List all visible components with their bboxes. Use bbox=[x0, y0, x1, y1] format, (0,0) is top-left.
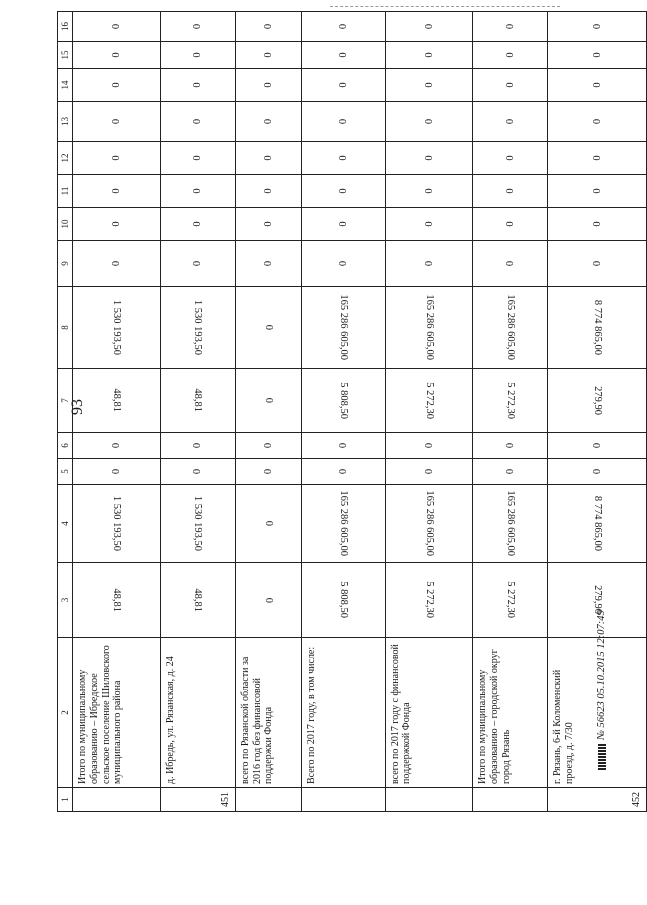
cell-c8 bbox=[73, 287, 161, 369]
col-header: 5 bbox=[58, 459, 73, 485]
cell-value: 0 bbox=[192, 155, 204, 161]
cell-value: 48,81 bbox=[192, 588, 204, 612]
cell-c14 bbox=[160, 69, 235, 102]
col-header: 8 bbox=[58, 287, 73, 369]
cell-c3 bbox=[235, 563, 301, 638]
cell-value: 0 bbox=[110, 442, 122, 449]
cell-value: 0 bbox=[192, 188, 204, 194]
cell-value: 165 286 605,00 bbox=[423, 490, 435, 557]
cell-value: 165 286 605,00 bbox=[337, 490, 349, 557]
row-index bbox=[385, 788, 473, 812]
cell-value: 0 bbox=[423, 52, 435, 58]
cell-value: 0 bbox=[262, 520, 274, 527]
cell-value: 0 bbox=[337, 188, 349, 194]
cell-value: 0 bbox=[504, 118, 516, 125]
cell-value: 0 bbox=[110, 468, 122, 475]
cell-value: 8 774 865,00 bbox=[591, 495, 603, 552]
col-header: 3 bbox=[58, 563, 73, 638]
cell-c12 bbox=[160, 142, 235, 175]
cell-c13 bbox=[160, 102, 235, 142]
cell-c14 bbox=[235, 69, 301, 102]
row-name: Итого по муниципальному образованию – Ибредское сельское поселение Шиловского муниципального района bbox=[73, 638, 161, 788]
row-name: Итого по муниципальному образованию – городской округ город Рязань bbox=[473, 638, 548, 788]
table-row bbox=[235, 12, 301, 812]
cell-value: 0 bbox=[504, 82, 516, 88]
row-name: д. Ибредь, ул. Рязанская, д. 24 bbox=[160, 638, 235, 788]
col-header: 13 bbox=[58, 102, 73, 142]
cell-c9 bbox=[302, 241, 386, 287]
cell-c11 bbox=[473, 175, 548, 208]
cell-c13 bbox=[548, 102, 647, 142]
cell-c3 bbox=[160, 563, 235, 638]
cell-value: 279,90 bbox=[591, 386, 603, 415]
cell-value: 0 bbox=[591, 260, 603, 267]
cell-value: 0 bbox=[110, 118, 122, 125]
cell-value: 0 bbox=[504, 155, 516, 161]
cell-c7 bbox=[548, 369, 647, 433]
cell-c6 bbox=[302, 433, 386, 459]
col-header: 2 bbox=[58, 638, 73, 788]
cell-c15 bbox=[548, 42, 647, 69]
cell-value: 0 bbox=[337, 155, 349, 161]
cell-value: 0 bbox=[423, 155, 435, 161]
cell-value: 1 530 193,50 bbox=[110, 495, 122, 552]
col-header: 11 bbox=[58, 175, 73, 208]
cell-value: 5 272,30 bbox=[423, 581, 435, 619]
cell-c12 bbox=[235, 142, 301, 175]
col-header: 16 bbox=[58, 12, 73, 42]
cell-c4 bbox=[385, 485, 473, 563]
cell-value: 0 bbox=[110, 23, 122, 30]
col-header: 1 bbox=[58, 788, 73, 812]
cell-value: 165 286 605,00 bbox=[504, 490, 516, 557]
cell-value: 0 bbox=[504, 260, 516, 267]
cell-value: 0 bbox=[262, 221, 274, 227]
cell-value: 5 272,30 bbox=[504, 581, 516, 619]
cell-c5 bbox=[385, 459, 473, 485]
cell-value: 0 bbox=[591, 468, 603, 475]
cell-value: 0 bbox=[423, 442, 435, 449]
cell-value: 5 272,30 bbox=[423, 382, 435, 419]
cell-value: 0 bbox=[110, 260, 122, 267]
cell-c3 bbox=[73, 563, 161, 638]
cell-c7 bbox=[302, 369, 386, 433]
cell-c8 bbox=[473, 287, 548, 369]
row-index bbox=[302, 788, 386, 812]
cell-c8 bbox=[548, 287, 647, 369]
cell-value: 0 bbox=[423, 23, 435, 30]
table-row bbox=[385, 12, 473, 812]
capital-repair-table bbox=[57, 11, 647, 812]
cell-value: 1 530 193,50 bbox=[192, 299, 204, 356]
cell-c5 bbox=[235, 459, 301, 485]
cell-value: 48,81 bbox=[110, 588, 122, 612]
cell-c14 bbox=[548, 69, 647, 102]
cell-c14 bbox=[73, 69, 161, 102]
cell-c6 bbox=[73, 433, 161, 459]
cell-c12 bbox=[548, 142, 647, 175]
cell-value: 0 bbox=[504, 442, 516, 449]
cell-c14 bbox=[302, 69, 386, 102]
cell-value: 0 bbox=[262, 324, 274, 331]
cell-c3 bbox=[385, 563, 473, 638]
cell-c6 bbox=[548, 433, 647, 459]
cell-c10 bbox=[302, 208, 386, 241]
cell-c13 bbox=[302, 102, 386, 142]
cell-c9 bbox=[385, 241, 473, 287]
cell-value: 0 bbox=[337, 82, 349, 88]
cell-c7 bbox=[473, 369, 548, 433]
table-row bbox=[160, 12, 235, 812]
table-row bbox=[73, 12, 161, 812]
cell-c7 bbox=[385, 369, 473, 433]
cell-value: 165 286 605,00 bbox=[423, 294, 435, 361]
row-index: 451 bbox=[160, 788, 235, 812]
cell-c16 bbox=[473, 12, 548, 42]
cell-c16 bbox=[385, 12, 473, 42]
cell-c14 bbox=[385, 69, 473, 102]
cell-c15 bbox=[385, 42, 473, 69]
cell-value: 0 bbox=[504, 468, 516, 475]
cell-value: 0 bbox=[337, 260, 349, 267]
cell-c5 bbox=[548, 459, 647, 485]
cell-value: 165 286 605,00 bbox=[337, 294, 349, 361]
table-body bbox=[73, 12, 647, 812]
rotated-table-frame bbox=[57, 12, 647, 812]
cell-c3 bbox=[473, 563, 548, 638]
row-index bbox=[473, 788, 548, 812]
table-row bbox=[302, 12, 386, 812]
col-header: 9 bbox=[58, 241, 73, 287]
cell-c10 bbox=[473, 208, 548, 241]
cell-c11 bbox=[548, 175, 647, 208]
cell-value: 1 530 193,50 bbox=[192, 495, 204, 552]
cell-value: 0 bbox=[337, 52, 349, 58]
cell-value: 0 bbox=[591, 188, 603, 194]
row-index bbox=[235, 788, 301, 812]
cell-c10 bbox=[385, 208, 473, 241]
cell-c10 bbox=[73, 208, 161, 241]
cell-value: 0 bbox=[110, 155, 122, 161]
cell-value: 0 bbox=[423, 221, 435, 227]
cell-value: 0 bbox=[423, 260, 435, 267]
cell-c9 bbox=[235, 241, 301, 287]
cell-value: 0 bbox=[262, 82, 274, 88]
cell-value: 0 bbox=[110, 221, 122, 227]
cell-value: 0 bbox=[110, 188, 122, 194]
cell-c13 bbox=[473, 102, 548, 142]
cell-c14 bbox=[473, 69, 548, 102]
cell-c6 bbox=[473, 433, 548, 459]
col-header: 15 bbox=[58, 42, 73, 69]
cell-value: 0 bbox=[423, 468, 435, 475]
cell-value: 0 bbox=[591, 442, 603, 449]
cell-value: 0 bbox=[591, 23, 603, 30]
cell-value: 0 bbox=[337, 118, 349, 125]
row-name: всего по Рязанской области за 2016 год без финансовой поддержки Фонда bbox=[235, 638, 301, 788]
cell-c15 bbox=[235, 42, 301, 69]
cell-c4 bbox=[302, 485, 386, 563]
row-name: г. Рязань, 6-й Коломенский проезд, д. 7/30 bbox=[548, 638, 647, 788]
cell-c5 bbox=[73, 459, 161, 485]
cell-value: 0 bbox=[504, 188, 516, 194]
cell-c6 bbox=[235, 433, 301, 459]
row-name: всего по 2017 году с финансовой поддержкой Фонда bbox=[385, 638, 473, 788]
cell-c11 bbox=[302, 175, 386, 208]
col-header: 10 bbox=[58, 208, 73, 241]
cell-value: 0 bbox=[262, 188, 274, 194]
cell-c15 bbox=[302, 42, 386, 69]
cell-value: 5 272,30 bbox=[504, 382, 516, 419]
cell-c9 bbox=[473, 241, 548, 287]
cell-c8 bbox=[385, 287, 473, 369]
cell-value: 48,81 bbox=[110, 388, 122, 413]
cell-c13 bbox=[235, 102, 301, 142]
row-index: 452 bbox=[548, 788, 647, 812]
cell-c7 bbox=[235, 369, 301, 433]
cell-value: 0 bbox=[423, 82, 435, 88]
cell-value: 0 bbox=[337, 23, 349, 30]
col-header: 4 bbox=[58, 485, 73, 563]
cell-value: 0 bbox=[262, 118, 274, 125]
cell-value: 165 286 605,00 bbox=[504, 294, 516, 361]
cell-c3 bbox=[302, 563, 386, 638]
cell-c10 bbox=[235, 208, 301, 241]
cell-value: 0 bbox=[262, 597, 274, 603]
cell-c15 bbox=[160, 42, 235, 69]
cell-c15 bbox=[73, 42, 161, 69]
document-table-wrapper bbox=[57, 12, 647, 812]
cell-value: 0 bbox=[591, 155, 603, 161]
cell-c4 bbox=[473, 485, 548, 563]
cell-value: 1 530 193,50 bbox=[110, 299, 122, 356]
col-header: 7 bbox=[58, 369, 73, 433]
cell-c7 bbox=[160, 369, 235, 433]
cell-c8 bbox=[302, 287, 386, 369]
row-name: Всего по 2017 году, в том числе: bbox=[302, 638, 386, 788]
cell-value: 0 bbox=[337, 221, 349, 227]
cell-value: 0 bbox=[192, 468, 204, 475]
cell-value: 0 bbox=[504, 23, 516, 30]
col-header: 14 bbox=[58, 69, 73, 102]
cell-value: 0 bbox=[192, 221, 204, 227]
column-number-row bbox=[58, 12, 73, 812]
cell-c11 bbox=[235, 175, 301, 208]
cell-value: 0 bbox=[591, 221, 603, 227]
cell-c4 bbox=[235, 485, 301, 563]
cell-c16 bbox=[302, 12, 386, 42]
cell-value: 0 bbox=[192, 118, 204, 125]
cell-value: 0 bbox=[110, 52, 122, 58]
cell-value: 5 808,50 bbox=[337, 382, 349, 419]
cell-value: 0 bbox=[262, 23, 274, 30]
cell-value: 48,81 bbox=[192, 388, 204, 413]
cell-value: 0 bbox=[591, 52, 603, 58]
cell-c5 bbox=[160, 459, 235, 485]
cell-value: 5 808,50 bbox=[337, 581, 349, 619]
footer-stamp: № 56623 05.10.2015 12:07:49 bbox=[596, 610, 607, 740]
cell-c5 bbox=[473, 459, 548, 485]
row-index bbox=[73, 788, 161, 812]
cell-value: 0 bbox=[337, 442, 349, 449]
cell-c16 bbox=[235, 12, 301, 42]
cell-value: 0 bbox=[192, 442, 204, 449]
cell-value: 0 bbox=[423, 188, 435, 194]
cell-value: 0 bbox=[192, 260, 204, 267]
cell-c8 bbox=[235, 287, 301, 369]
cell-c11 bbox=[73, 175, 161, 208]
cell-value: 0 bbox=[262, 442, 274, 449]
table-row bbox=[473, 12, 548, 812]
cell-c16 bbox=[548, 12, 647, 42]
cell-c9 bbox=[160, 241, 235, 287]
cell-value: 0 bbox=[337, 468, 349, 475]
cell-c10 bbox=[160, 208, 235, 241]
cell-value: 0 bbox=[262, 397, 274, 404]
cell-value: 0 bbox=[262, 260, 274, 267]
cell-value: 0 bbox=[262, 468, 274, 475]
cell-c8 bbox=[160, 287, 235, 369]
cell-c4 bbox=[73, 485, 161, 563]
document-footer bbox=[596, 540, 616, 770]
col-header: 6 bbox=[58, 433, 73, 459]
cell-c12 bbox=[473, 142, 548, 175]
cell-value: 8 774 865,00 bbox=[591, 299, 603, 356]
cell-value: 0 bbox=[423, 118, 435, 125]
barcode-icon bbox=[598, 744, 606, 770]
cell-value: 0 bbox=[591, 82, 603, 88]
cell-value: 0 bbox=[192, 52, 204, 58]
page-number: 93 bbox=[69, 399, 86, 415]
cell-c12 bbox=[73, 142, 161, 175]
cell-c11 bbox=[385, 175, 473, 208]
cell-value: 0 bbox=[504, 52, 516, 58]
cell-value: 0 bbox=[192, 23, 204, 30]
cell-c11 bbox=[160, 175, 235, 208]
cell-c15 bbox=[473, 42, 548, 69]
cell-value: 0 bbox=[262, 155, 274, 161]
cell-c9 bbox=[548, 241, 647, 287]
cell-c16 bbox=[73, 12, 161, 42]
cell-c12 bbox=[302, 142, 386, 175]
cell-value: 0 bbox=[192, 82, 204, 88]
cell-c6 bbox=[160, 433, 235, 459]
cell-c13 bbox=[73, 102, 161, 142]
cell-c6 bbox=[385, 433, 473, 459]
cell-value: 0 bbox=[504, 221, 516, 227]
cell-value: 0 bbox=[591, 118, 603, 125]
cell-c9 bbox=[73, 241, 161, 287]
col-header: 12 bbox=[58, 142, 73, 175]
cell-c13 bbox=[385, 102, 473, 142]
cell-c5 bbox=[302, 459, 386, 485]
cell-c12 bbox=[385, 142, 473, 175]
cell-value: 279,90 bbox=[591, 585, 603, 615]
cell-c10 bbox=[548, 208, 647, 241]
cell-value: 0 bbox=[110, 82, 122, 88]
cell-c4 bbox=[160, 485, 235, 563]
cell-value: 0 bbox=[262, 52, 274, 58]
cell-c7 bbox=[73, 369, 161, 433]
cell-c16 bbox=[160, 12, 235, 42]
